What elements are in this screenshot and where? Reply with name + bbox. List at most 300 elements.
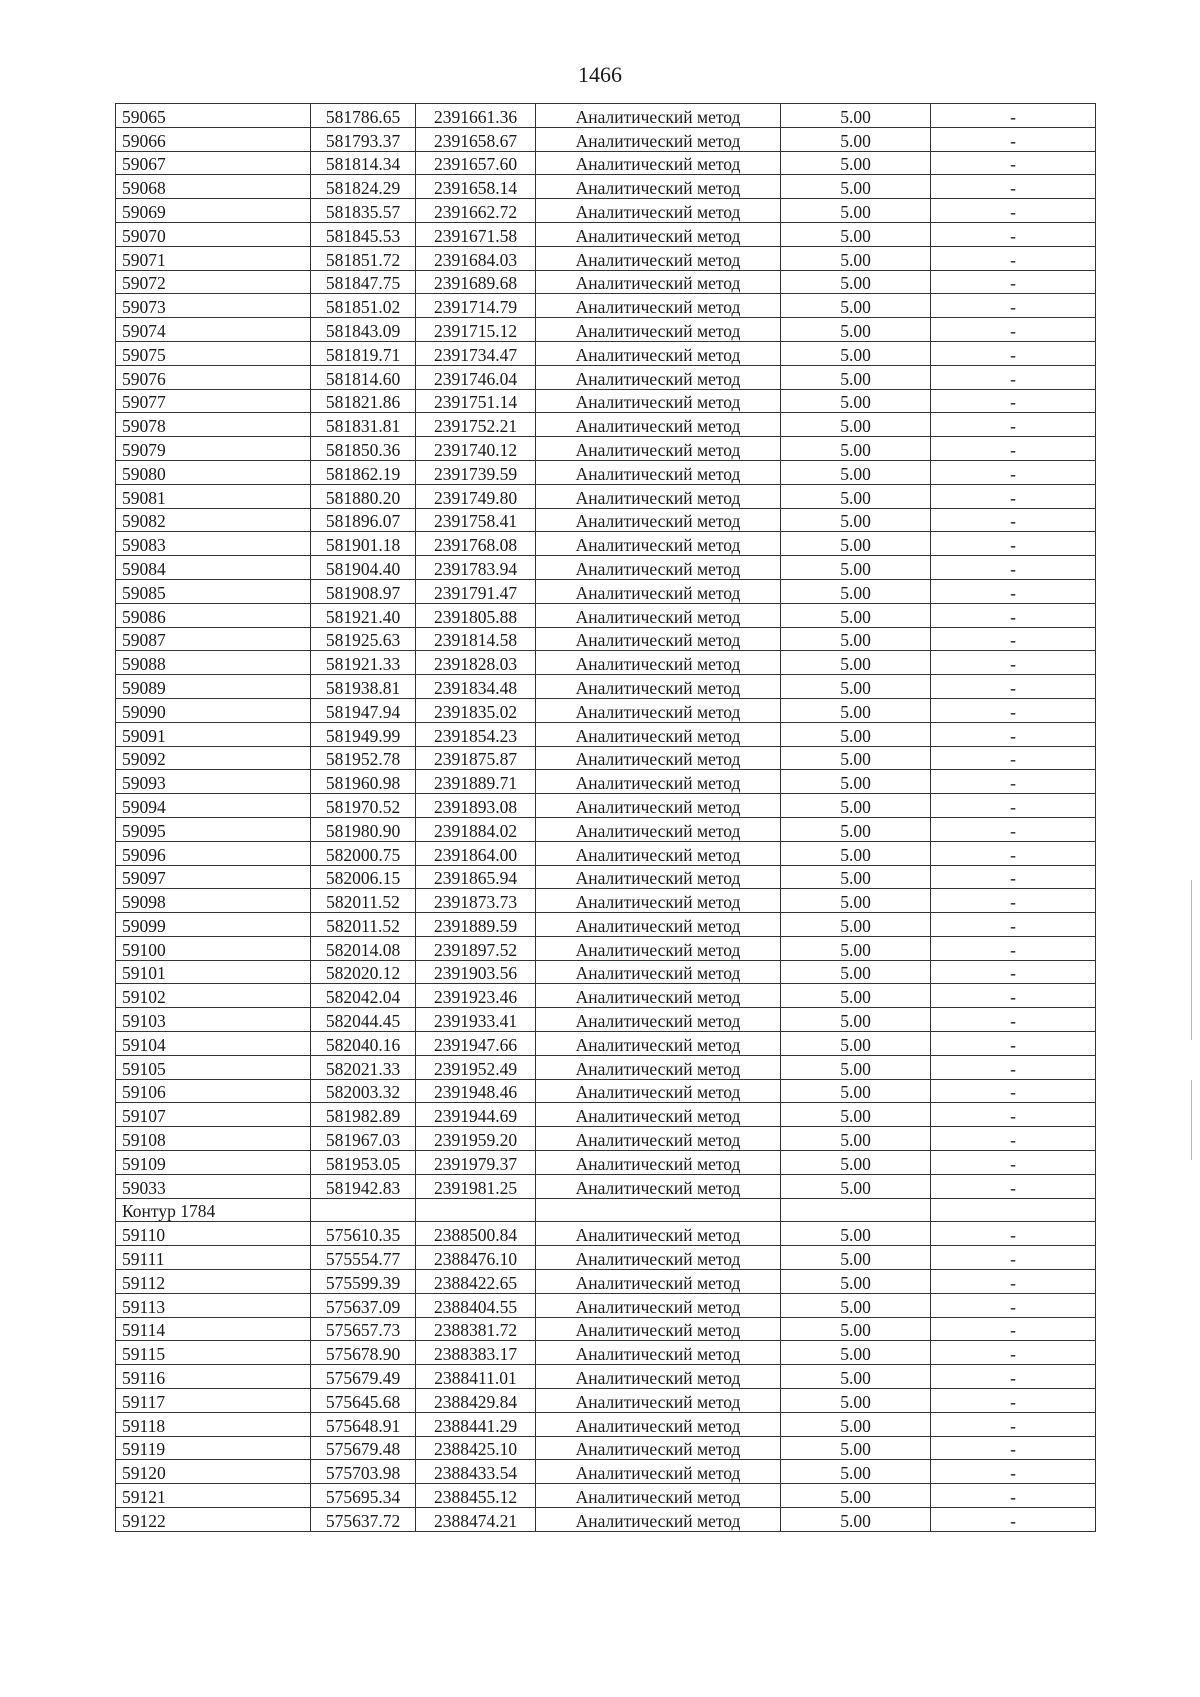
- y-coordinate-cell: 2391979.37: [416, 1151, 536, 1175]
- y-coordinate-cell: 2391947.66: [416, 1032, 536, 1056]
- x-coordinate-cell: 581942.83: [311, 1174, 416, 1198]
- page-number: 1466: [578, 62, 622, 87]
- y-coordinate-cell: 2391749.80: [416, 484, 536, 508]
- table-row: [116, 175, 1096, 199]
- x-coordinate-cell: 581947.94: [311, 698, 416, 722]
- method-cell: Аналитический метод: [536, 1508, 781, 1532]
- point-id-cell: 59077: [116, 389, 311, 413]
- accuracy-cell: 5.00: [781, 246, 931, 270]
- table-row: [116, 841, 1096, 865]
- method-cell: Аналитический метод: [536, 1317, 781, 1341]
- x-coordinate-cell: 575657.73: [311, 1317, 416, 1341]
- method-cell: Аналитический метод: [536, 484, 781, 508]
- x-coordinate-cell: 582006.15: [311, 865, 416, 889]
- table-row: [116, 341, 1096, 365]
- point-id-cell: 59073: [116, 294, 311, 318]
- note-cell: -: [931, 246, 1096, 270]
- table-row: [116, 1341, 1096, 1365]
- note-cell: -: [931, 1341, 1096, 1365]
- note-cell: -: [931, 746, 1096, 770]
- accuracy-cell: 5.00: [781, 1460, 931, 1484]
- x-coordinate-cell: 575637.72: [311, 1508, 416, 1532]
- x-coordinate-cell: 581904.40: [311, 556, 416, 580]
- table-row: [116, 1174, 1096, 1198]
- point-id-cell: 59092: [116, 746, 311, 770]
- point-id-cell: 59100: [116, 936, 311, 960]
- note-cell: -: [931, 222, 1096, 246]
- method-cell: Аналитический метод: [536, 603, 781, 627]
- table-row: [116, 246, 1096, 270]
- x-coordinate-cell: 581843.09: [311, 318, 416, 342]
- accuracy-cell: 5.00: [781, 722, 931, 746]
- x-coordinate-cell: 575637.09: [311, 1293, 416, 1317]
- accuracy-cell: 5.00: [781, 270, 931, 294]
- y-coordinate-cell: 2388500.84: [416, 1222, 536, 1246]
- x-coordinate-cell: 582042.04: [311, 984, 416, 1008]
- table-row: [116, 127, 1096, 151]
- method-cell: Аналитический метод: [536, 1174, 781, 1198]
- x-coordinate-cell: 575679.49: [311, 1365, 416, 1389]
- y-coordinate-cell: 2391889.71: [416, 770, 536, 794]
- method-cell: Аналитический метод: [536, 341, 781, 365]
- note-cell: -: [931, 318, 1096, 342]
- method-cell: Аналитический метод: [536, 151, 781, 175]
- table-row: [116, 579, 1096, 603]
- method-cell: Аналитический метод: [536, 413, 781, 437]
- y-coordinate-cell: 2388441.29: [416, 1412, 536, 1436]
- x-coordinate-cell: 581949.99: [311, 722, 416, 746]
- method-cell: Аналитический метод: [536, 722, 781, 746]
- y-coordinate-cell: 2391981.25: [416, 1174, 536, 1198]
- accuracy-cell: 5.00: [781, 127, 931, 151]
- accuracy-cell: 5.00: [781, 437, 931, 461]
- accuracy-cell: 5.00: [781, 175, 931, 199]
- accuracy-cell: 5.00: [781, 698, 931, 722]
- table-row: [116, 913, 1096, 937]
- point-id-cell: 59066: [116, 127, 311, 151]
- y-coordinate-cell: 2391875.87: [416, 746, 536, 770]
- note-cell: -: [931, 794, 1096, 818]
- note-cell: -: [931, 960, 1096, 984]
- accuracy-cell: 5.00: [781, 1079, 931, 1103]
- note-cell: -: [931, 1222, 1096, 1246]
- x-coordinate-cell: 581952.78: [311, 746, 416, 770]
- method-cell: Аналитический метод: [536, 1293, 781, 1317]
- note-cell: -: [931, 1174, 1096, 1198]
- note-cell: -: [931, 841, 1096, 865]
- table-row: [116, 437, 1096, 461]
- point-id-cell: 59088: [116, 651, 311, 675]
- point-id-cell: 59094: [116, 794, 311, 818]
- y-coordinate-cell: 2391734.47: [416, 341, 536, 365]
- note-cell: -: [931, 508, 1096, 532]
- note-cell: -: [931, 603, 1096, 627]
- method-cell: Аналитический метод: [536, 532, 781, 556]
- accuracy-cell: 5.00: [781, 675, 931, 699]
- note-cell: -: [931, 1317, 1096, 1341]
- note-cell: -: [931, 1103, 1096, 1127]
- accuracy-cell: 5.00: [781, 413, 931, 437]
- accuracy-cell: 5.00: [781, 603, 931, 627]
- note-cell: -: [931, 770, 1096, 794]
- empty-cell: [781, 1198, 931, 1222]
- note-cell: -: [931, 579, 1096, 603]
- accuracy-cell: 5.00: [781, 770, 931, 794]
- table-row: [116, 1127, 1096, 1151]
- note-cell: -: [931, 1436, 1096, 1460]
- x-coordinate-cell: 581980.90: [311, 817, 416, 841]
- accuracy-cell: 5.00: [781, 222, 931, 246]
- point-id-cell: 59099: [116, 913, 311, 937]
- accuracy-cell: 5.00: [781, 794, 931, 818]
- table-body: [116, 104, 1096, 1532]
- note-cell: -: [931, 556, 1096, 580]
- note-cell: -: [931, 1079, 1096, 1103]
- y-coordinate-cell: 2391873.73: [416, 889, 536, 913]
- x-coordinate-cell: 575554.77: [311, 1246, 416, 1270]
- accuracy-cell: 5.00: [781, 1436, 931, 1460]
- coordinates-table: [115, 103, 1096, 1532]
- empty-cell: [536, 1198, 781, 1222]
- table-row: [116, 294, 1096, 318]
- table-row: [116, 817, 1096, 841]
- point-id-cell: 59083: [116, 532, 311, 556]
- method-cell: Аналитический метод: [536, 936, 781, 960]
- x-coordinate-cell: 581851.72: [311, 246, 416, 270]
- empty-cell: [416, 1198, 536, 1222]
- point-id-cell: 59117: [116, 1389, 311, 1413]
- accuracy-cell: 5.00: [781, 984, 931, 1008]
- accuracy-cell: 5.00: [781, 1008, 931, 1032]
- point-id-cell: 59068: [116, 175, 311, 199]
- table-row: [116, 1389, 1096, 1413]
- y-coordinate-cell: 2391739.59: [416, 460, 536, 484]
- accuracy-cell: 5.00: [781, 341, 931, 365]
- y-coordinate-cell: 2391884.02: [416, 817, 536, 841]
- y-coordinate-cell: 2388381.72: [416, 1317, 536, 1341]
- accuracy-cell: 5.00: [781, 1365, 931, 1389]
- x-coordinate-cell: 582020.12: [311, 960, 416, 984]
- point-id-cell: 59085: [116, 579, 311, 603]
- point-id-cell: 59089: [116, 675, 311, 699]
- table-row: [116, 746, 1096, 770]
- x-coordinate-cell: 582011.52: [311, 913, 416, 937]
- note-cell: -: [931, 722, 1096, 746]
- y-coordinate-cell: 2388476.10: [416, 1246, 536, 1270]
- accuracy-cell: 5.00: [781, 365, 931, 389]
- method-cell: Аналитический метод: [536, 841, 781, 865]
- method-cell: Аналитический метод: [536, 1389, 781, 1413]
- method-cell: Аналитический метод: [536, 1008, 781, 1032]
- point-id-cell: 59076: [116, 365, 311, 389]
- scan-edge-mark: [1191, 1080, 1192, 1160]
- y-coordinate-cell: 2391657.60: [416, 151, 536, 175]
- accuracy-cell: 5.00: [781, 627, 931, 651]
- point-id-cell: 59079: [116, 437, 311, 461]
- y-coordinate-cell: 2388429.84: [416, 1389, 536, 1413]
- note-cell: -: [931, 913, 1096, 937]
- accuracy-cell: 5.00: [781, 318, 931, 342]
- x-coordinate-cell: 575695.34: [311, 1484, 416, 1508]
- y-coordinate-cell: 2391865.94: [416, 865, 536, 889]
- x-coordinate-cell: 575648.91: [311, 1412, 416, 1436]
- y-coordinate-cell: 2388474.21: [416, 1508, 536, 1532]
- y-coordinate-cell: 2391671.58: [416, 222, 536, 246]
- accuracy-cell: 5.00: [781, 389, 931, 413]
- point-id-cell: 59065: [116, 104, 311, 128]
- method-cell: Аналитический метод: [536, 246, 781, 270]
- point-id-cell: 59078: [116, 413, 311, 437]
- table-row: [116, 1079, 1096, 1103]
- note-cell: -: [931, 1055, 1096, 1079]
- table-row: [116, 651, 1096, 675]
- x-coordinate-cell: 581967.03: [311, 1127, 416, 1151]
- accuracy-cell: 5.00: [781, 1151, 931, 1175]
- table-row: [116, 1293, 1096, 1317]
- y-coordinate-cell: 2391746.04: [416, 365, 536, 389]
- note-cell: -: [931, 484, 1096, 508]
- note-cell: -: [931, 1484, 1096, 1508]
- table-row: [116, 1103, 1096, 1127]
- table-row: [116, 1222, 1096, 1246]
- y-coordinate-cell: 2391684.03: [416, 246, 536, 270]
- table-row: [116, 722, 1096, 746]
- method-cell: Аналитический метод: [536, 794, 781, 818]
- table-row: [116, 270, 1096, 294]
- method-cell: Аналитический метод: [536, 675, 781, 699]
- method-cell: Аналитический метод: [536, 104, 781, 128]
- x-coordinate-cell: 581908.97: [311, 579, 416, 603]
- y-coordinate-cell: 2391715.12: [416, 318, 536, 342]
- note-cell: -: [931, 294, 1096, 318]
- point-id-cell: 59067: [116, 151, 311, 175]
- method-cell: Аналитический метод: [536, 1270, 781, 1294]
- point-id-cell: 59087: [116, 627, 311, 651]
- point-id-cell: 59107: [116, 1103, 311, 1127]
- accuracy-cell: 5.00: [781, 1341, 931, 1365]
- x-coordinate-cell: 581821.86: [311, 389, 416, 413]
- point-id-cell: 59109: [116, 1151, 311, 1175]
- point-id-cell: 59108: [116, 1127, 311, 1151]
- note-cell: -: [931, 651, 1096, 675]
- method-cell: Аналитический метод: [536, 127, 781, 151]
- note-cell: -: [931, 675, 1096, 699]
- x-coordinate-cell: 582000.75: [311, 841, 416, 865]
- method-cell: Аналитический метод: [536, 1436, 781, 1460]
- x-coordinate-cell: 581835.57: [311, 199, 416, 223]
- point-id-cell: 59097: [116, 865, 311, 889]
- point-id-cell: 59121: [116, 1484, 311, 1508]
- x-coordinate-cell: 581896.07: [311, 508, 416, 532]
- y-coordinate-cell: 2391864.00: [416, 841, 536, 865]
- table-row: [116, 508, 1096, 532]
- table-row: [116, 770, 1096, 794]
- point-id-cell: 59086: [116, 603, 311, 627]
- table-row: [116, 1246, 1096, 1270]
- table-row: [116, 1032, 1096, 1056]
- table-row: [116, 389, 1096, 413]
- x-coordinate-cell: 581921.33: [311, 651, 416, 675]
- x-coordinate-cell: 575703.98: [311, 1460, 416, 1484]
- method-cell: Аналитический метод: [536, 556, 781, 580]
- y-coordinate-cell: 2391834.48: [416, 675, 536, 699]
- y-coordinate-cell: 2391689.68: [416, 270, 536, 294]
- table-row: [116, 199, 1096, 223]
- y-coordinate-cell: 2391889.59: [416, 913, 536, 937]
- method-cell: Аналитический метод: [536, 889, 781, 913]
- y-coordinate-cell: 2391944.69: [416, 1103, 536, 1127]
- point-id-cell: 59093: [116, 770, 311, 794]
- section-label: Контур 1784: [116, 1198, 311, 1222]
- table-row: [116, 1151, 1096, 1175]
- y-coordinate-cell: 2391751.14: [416, 389, 536, 413]
- table-row: [116, 865, 1096, 889]
- y-coordinate-cell: 2391897.52: [416, 936, 536, 960]
- note-cell: -: [931, 1127, 1096, 1151]
- table-row: [116, 984, 1096, 1008]
- note-cell: -: [931, 1508, 1096, 1532]
- accuracy-cell: 5.00: [781, 865, 931, 889]
- accuracy-cell: 5.00: [781, 1246, 931, 1270]
- method-cell: Аналитический метод: [536, 865, 781, 889]
- x-coordinate-cell: 581901.18: [311, 532, 416, 556]
- accuracy-cell: 5.00: [781, 1222, 931, 1246]
- note-cell: -: [931, 199, 1096, 223]
- x-coordinate-cell: 582040.16: [311, 1032, 416, 1056]
- table-row: [116, 1365, 1096, 1389]
- point-id-cell: 59103: [116, 1008, 311, 1032]
- accuracy-cell: 5.00: [781, 960, 931, 984]
- note-cell: -: [931, 389, 1096, 413]
- table-row: [116, 794, 1096, 818]
- y-coordinate-cell: 2391658.14: [416, 175, 536, 199]
- note-cell: -: [931, 151, 1096, 175]
- table-row: [116, 413, 1096, 437]
- accuracy-cell: 5.00: [781, 508, 931, 532]
- point-id-cell: 59081: [116, 484, 311, 508]
- x-coordinate-cell: 575678.90: [311, 1341, 416, 1365]
- point-id-cell: 59069: [116, 199, 311, 223]
- x-coordinate-cell: 581921.40: [311, 603, 416, 627]
- method-cell: Аналитический метод: [536, 365, 781, 389]
- y-coordinate-cell: 2391805.88: [416, 603, 536, 627]
- note-cell: -: [931, 1270, 1096, 1294]
- method-cell: Аналитический метод: [536, 175, 781, 199]
- method-cell: Аналитический метод: [536, 270, 781, 294]
- y-coordinate-cell: 2388433.54: [416, 1460, 536, 1484]
- y-coordinate-cell: 2391893.08: [416, 794, 536, 818]
- accuracy-cell: 5.00: [781, 651, 931, 675]
- method-cell: Аналитический метод: [536, 1032, 781, 1056]
- point-id-cell: 59111: [116, 1246, 311, 1270]
- y-coordinate-cell: 2388455.12: [416, 1484, 536, 1508]
- method-cell: Аналитический метод: [536, 1151, 781, 1175]
- point-id-cell: 59096: [116, 841, 311, 865]
- x-coordinate-cell: 582044.45: [311, 1008, 416, 1032]
- method-cell: Аналитический метод: [536, 579, 781, 603]
- accuracy-cell: 5.00: [781, 936, 931, 960]
- x-coordinate-cell: 575610.35: [311, 1222, 416, 1246]
- point-id-cell: 59105: [116, 1055, 311, 1079]
- note-cell: -: [931, 1008, 1096, 1032]
- y-coordinate-cell: 2388383.17: [416, 1341, 536, 1365]
- y-coordinate-cell: 2391752.21: [416, 413, 536, 437]
- x-coordinate-cell: 581970.52: [311, 794, 416, 818]
- y-coordinate-cell: 2391854.23: [416, 722, 536, 746]
- table-row: [116, 936, 1096, 960]
- point-id-cell: 59095: [116, 817, 311, 841]
- accuracy-cell: 5.00: [781, 579, 931, 603]
- x-coordinate-cell: 581814.60: [311, 365, 416, 389]
- table-row: [116, 460, 1096, 484]
- table-row: [116, 484, 1096, 508]
- note-cell: -: [931, 460, 1096, 484]
- accuracy-cell: 5.00: [781, 1412, 931, 1436]
- point-id-cell: 59113: [116, 1293, 311, 1317]
- note-cell: -: [931, 175, 1096, 199]
- note-cell: -: [931, 104, 1096, 128]
- method-cell: Аналитический метод: [536, 508, 781, 532]
- point-id-cell: 59074: [116, 318, 311, 342]
- note-cell: -: [931, 1032, 1096, 1056]
- method-cell: Аналитический метод: [536, 1365, 781, 1389]
- y-coordinate-cell: 2391714.79: [416, 294, 536, 318]
- table-row: [116, 1436, 1096, 1460]
- accuracy-cell: 5.00: [781, 199, 931, 223]
- method-cell: Аналитический метод: [536, 460, 781, 484]
- note-cell: -: [931, 365, 1096, 389]
- method-cell: Аналитический метод: [536, 318, 781, 342]
- table-row: [116, 318, 1096, 342]
- accuracy-cell: 5.00: [781, 294, 931, 318]
- point-id-cell: 59101: [116, 960, 311, 984]
- accuracy-cell: 5.00: [781, 151, 931, 175]
- point-id-cell: 59080: [116, 460, 311, 484]
- y-coordinate-cell: 2391658.67: [416, 127, 536, 151]
- method-cell: Аналитический метод: [536, 1460, 781, 1484]
- accuracy-cell: 5.00: [781, 1293, 931, 1317]
- table-row: [116, 1008, 1096, 1032]
- y-coordinate-cell: 2391768.08: [416, 532, 536, 556]
- empty-cell: [931, 1198, 1096, 1222]
- note-cell: -: [931, 1246, 1096, 1270]
- x-coordinate-cell: 582011.52: [311, 889, 416, 913]
- x-coordinate-cell: 581845.53: [311, 222, 416, 246]
- y-coordinate-cell: 2388425.10: [416, 1436, 536, 1460]
- note-cell: -: [931, 413, 1096, 437]
- note-cell: -: [931, 865, 1096, 889]
- empty-cell: [311, 1198, 416, 1222]
- point-id-cell: 59118: [116, 1412, 311, 1436]
- method-cell: Аналитический метод: [536, 960, 781, 984]
- accuracy-cell: 5.00: [781, 889, 931, 913]
- table-row: [116, 603, 1096, 627]
- accuracy-cell: 5.00: [781, 1484, 931, 1508]
- table-row: [116, 1508, 1096, 1532]
- point-id-cell: 59112: [116, 1270, 311, 1294]
- table-row: [116, 151, 1096, 175]
- point-id-cell: 59102: [116, 984, 311, 1008]
- point-id-cell: 59114: [116, 1317, 311, 1341]
- note-cell: -: [931, 1365, 1096, 1389]
- accuracy-cell: 5.00: [781, 1317, 931, 1341]
- y-coordinate-cell: 2391959.20: [416, 1127, 536, 1151]
- method-cell: Аналитический метод: [536, 1246, 781, 1270]
- note-cell: -: [931, 627, 1096, 651]
- note-cell: -: [931, 1151, 1096, 1175]
- note-cell: -: [931, 127, 1096, 151]
- x-coordinate-cell: 581960.98: [311, 770, 416, 794]
